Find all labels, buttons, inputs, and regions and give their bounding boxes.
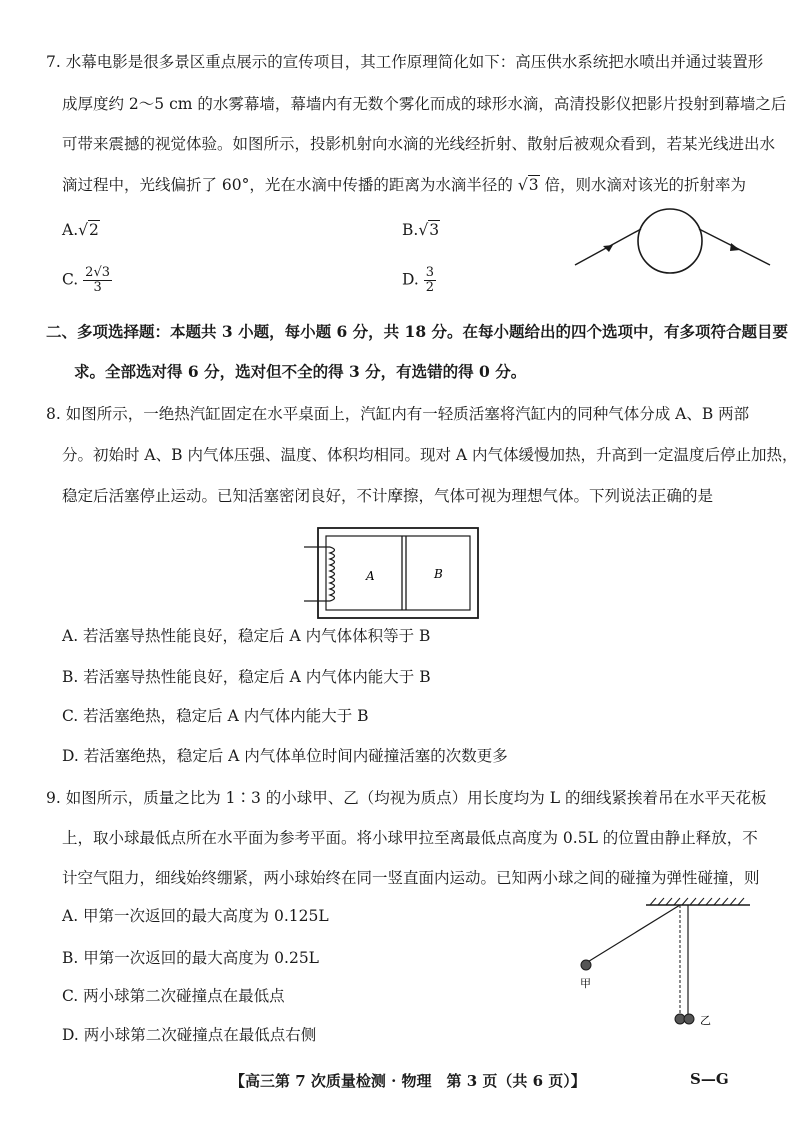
q9-option-a: A. 甲第一次返回的最大高度为 0.125L <box>62 907 329 925</box>
q7-option-c-numerator: 2√3 <box>85 265 110 280</box>
section-2-heading-line-1: 二、多项选择题：本题共 3 小题，每小题 6 分，共 18 分。在每小题给出的四个选项中，有多项符合题目要 <box>46 322 789 341</box>
q9-option-d: D. 两小球第二次碰撞点在最低点右侧 <box>62 1026 317 1044</box>
water-droplet-figure <box>565 205 785 285</box>
cylinder-outer-wall <box>318 528 478 618</box>
q9-line-1: 9. 如图所示，质量之比为 1∶3 的小球甲、乙（均视为质点）用长度均为 L 的细线紧挨着吊在水平天花板 <box>46 789 767 807</box>
q9-line-2: 上，取小球最低点所在水平面为参考平面。将小球甲拉至离最低点高度为 0.5L 的位置由静止释放，不 <box>62 829 758 847</box>
q8-option-d: D. 若活塞绝热，稳定后 A 内气体单位时间内碰撞活塞的次数更多 <box>62 747 508 765</box>
q9-line-3: 计空气阻力，细线始终绷紧，两小球始终在同一竖直面内运动。已知两小球之间的碰撞为弹性碰撞，则 <box>62 869 760 887</box>
label-jia: 甲 <box>580 977 591 990</box>
footer-code: S—G <box>690 1070 729 1088</box>
q8-line-3: 稳定后活塞停止运动。已知活塞密闭良好，不计摩擦，气体可视为理想气体。下列说法正确的是 <box>62 487 714 505</box>
q7-option-c-denominator: 3 <box>93 280 102 295</box>
q7-line-4-sqrt: 3 <box>528 176 539 194</box>
q7-line-3: 可带来震撼的视觉体验。如图所示，投影机射向水滴的光线经折射、散射后被观众看到，若某光线进出水 <box>62 135 776 153</box>
ball-yi <box>684 1014 694 1024</box>
q7-option-a-value: 2 <box>89 221 99 239</box>
outgoing-arrow-icon <box>730 243 740 251</box>
q7-option-d <box>402 266 436 295</box>
q7-option-c <box>62 266 112 295</box>
water-droplet-circle <box>638 209 702 273</box>
q7-option-d-label: D. <box>402 270 419 289</box>
q7-line-4-pre: 滴过程中，光线偏折了 60°，光在水滴中传播的距离为水滴半径的 <box>62 176 518 194</box>
pendulum-figure <box>570 895 770 1035</box>
q7-option-d-denominator: 2 <box>425 280 435 295</box>
q8-option-b: B. 若活塞导热性能良好，稳定后 A 内气体内能大于 B <box>62 668 431 686</box>
q7-option-d-fraction <box>424 266 436 295</box>
q7-option-b-value: 3 <box>429 221 440 239</box>
footer-page-info: 【高三第 7 次质量检测 · 物理 第 3 页（共 6 页）】 <box>230 1072 586 1090</box>
label-yi: 乙 <box>700 1014 711 1027</box>
string-jia <box>586 905 680 963</box>
q9-option-c: C. 两小球第二次碰撞点在最低点 <box>62 987 285 1005</box>
q7-line-1: 7. 水幕电影是很多景区重点展示的宣传项目，其工作原理简化如下：高压供水系统把水喷出并通过装置形 <box>46 53 764 71</box>
heating-coil-icon <box>304 547 335 601</box>
cylinder-figure <box>300 525 500 625</box>
chamber-b-label: B <box>434 567 443 581</box>
q7-option-c-fraction <box>83 266 112 295</box>
q7-option-b-label: B. <box>402 221 419 239</box>
q9-option-b: B. 甲第一次返回的最大高度为 0.25L <box>62 949 319 967</box>
q8-option-c: C. 若活塞绝热，稳定后 A 内气体内能大于 B <box>62 707 369 725</box>
q7-option-c-label: C. <box>62 270 79 289</box>
q7-line-4: 滴过程中，光线偏折了 60°，光在水滴中传播的距离为水滴半径的 √3 倍，则水滴对该光的折射率为 <box>62 176 747 194</box>
q8-line-1: 8. 如图所示，一绝热汽缸固定在水平桌面上，汽缸内有一轻质活塞将汽缸内的同种气体分成 A、B 两部 <box>46 405 750 423</box>
ceiling-hatch <box>650 898 744 905</box>
q8-line-2: 分。初始时 A、B 内气体压强、温度、体积均相同。现对 A 内气体缓慢加热，升高到一定温度后停止加热， <box>62 446 798 464</box>
cylinder-inner-wall <box>326 536 470 610</box>
section-2-heading-line-2: 求。全部选对得 6 分，选对但不全的得 3 分，有选错的得 0 分。 <box>74 362 527 381</box>
q7-option-d-numerator: 3 <box>425 265 435 280</box>
chamber-a-label: A <box>366 569 375 583</box>
q7-option-b: B.√3 <box>402 221 440 239</box>
q8-option-a: A. 若活塞导热性能良好，稳定后 A 内气体体积等于 B <box>62 627 431 645</box>
q7-option-a: A.√2 <box>62 221 99 239</box>
q7-line-4-post: 倍，则水滴对该光的折射率为 <box>539 176 747 194</box>
q7-line-2: 成厚度约 2～5 cm 的水雾幕墙，幕墙内有无数个雾化而成的球形水滴，高清投影仪把影片投射到幕墙之后 <box>62 95 787 113</box>
q7-option-a-label: A. <box>62 221 79 239</box>
ball-jia <box>581 960 591 970</box>
